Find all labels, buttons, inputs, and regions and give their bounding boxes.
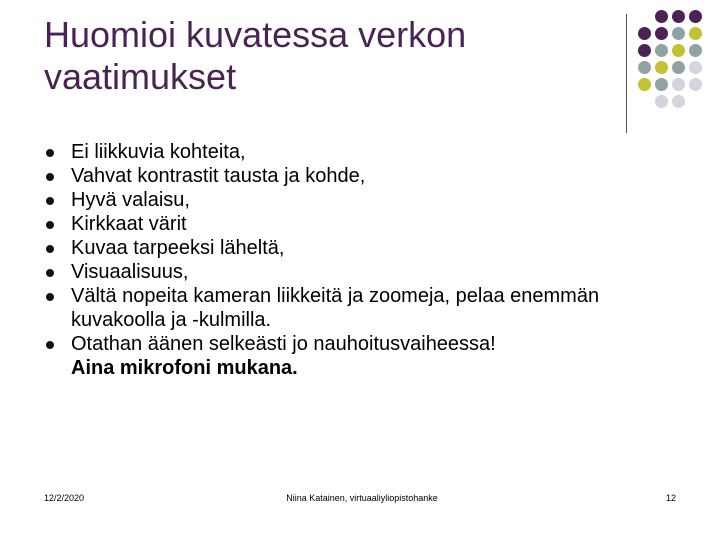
- decorative-dot: [638, 78, 651, 91]
- decorative-dot: [655, 95, 668, 108]
- bullet-item: [44, 332, 644, 380]
- decorative-divider: [626, 14, 627, 133]
- decorative-dot: [655, 27, 668, 40]
- bullet-emphasis-text: Aina mikrofoni mukana.: [71, 357, 298, 379]
- decorative-dot: [655, 10, 668, 23]
- bullet-item: [44, 188, 644, 212]
- bullet-text: Ei liikkuvia kohteita,: [71, 141, 246, 163]
- decorative-dot: [689, 61, 702, 74]
- slide-title: [44, 14, 604, 98]
- bullet-text: Kirkkaat värit: [71, 213, 187, 235]
- bullet-dot-icon: [46, 269, 54, 277]
- decorative-dot: [672, 44, 685, 57]
- decorative-dot: [689, 10, 702, 23]
- footer-author: Niina Katainen, virtuaaliyliopistohanke: [286, 493, 438, 503]
- decorative-dot: [655, 44, 668, 57]
- decorative-dot: [672, 61, 685, 74]
- bullet-text: Vältä nopeita kameran liikkeitä ja zoomeja, pelaa enemmän kuvakoolla ja -kulmilla.: [71, 285, 600, 331]
- decorative-dot: [689, 78, 702, 91]
- decorative-dot: [638, 27, 651, 40]
- bullet-text: Visuaalisuus,: [71, 261, 189, 283]
- bullet-item: [44, 260, 644, 284]
- decorative-dot: [672, 27, 685, 40]
- bullet-item: [44, 236, 644, 260]
- bullet-dot-icon: [46, 293, 54, 301]
- bullet-dot-icon: [46, 245, 54, 253]
- decorative-dot: [689, 44, 702, 57]
- decorative-dot-grid: [638, 10, 710, 120]
- bullet-dot-icon: [46, 221, 54, 229]
- bullet-dot-icon: [46, 149, 54, 157]
- slide-title-line-1: Huomioi kuvatessa verkon: [44, 14, 467, 55]
- bullet-text: Hyvä valaisu,: [71, 189, 190, 211]
- bullet-dot-icon: [46, 173, 54, 181]
- bullet-text: Otathan äänen selkeästi jo nauhoitusvaiheessa!: [71, 333, 496, 355]
- bullet-text: Vahvat kontrastit tausta ja kohde,: [71, 165, 366, 187]
- decorative-dot: [672, 95, 685, 108]
- decorative-dot: [655, 78, 668, 91]
- bullet-item: [44, 140, 644, 164]
- decorative-dot: [672, 78, 685, 91]
- decorative-dot: [638, 61, 651, 74]
- bullet-dot-icon: [46, 341, 54, 349]
- bullet-text: Kuvaa tarpeeksi läheltä,: [71, 237, 285, 259]
- decorative-dot: [638, 44, 651, 57]
- bullet-list: [44, 140, 644, 380]
- slide-number: 12: [665, 493, 676, 503]
- bullet-item: [44, 284, 644, 332]
- footer-date: 12/2/2020: [44, 493, 85, 503]
- decorative-dot: [655, 61, 668, 74]
- bullet-item: [44, 212, 644, 236]
- slide-title-line-2: vaatimukset: [44, 56, 237, 97]
- bullet-item: [44, 164, 644, 188]
- decorative-dot: [689, 27, 702, 40]
- bullet-dot-icon: [46, 197, 54, 205]
- decorative-dot: [672, 10, 685, 23]
